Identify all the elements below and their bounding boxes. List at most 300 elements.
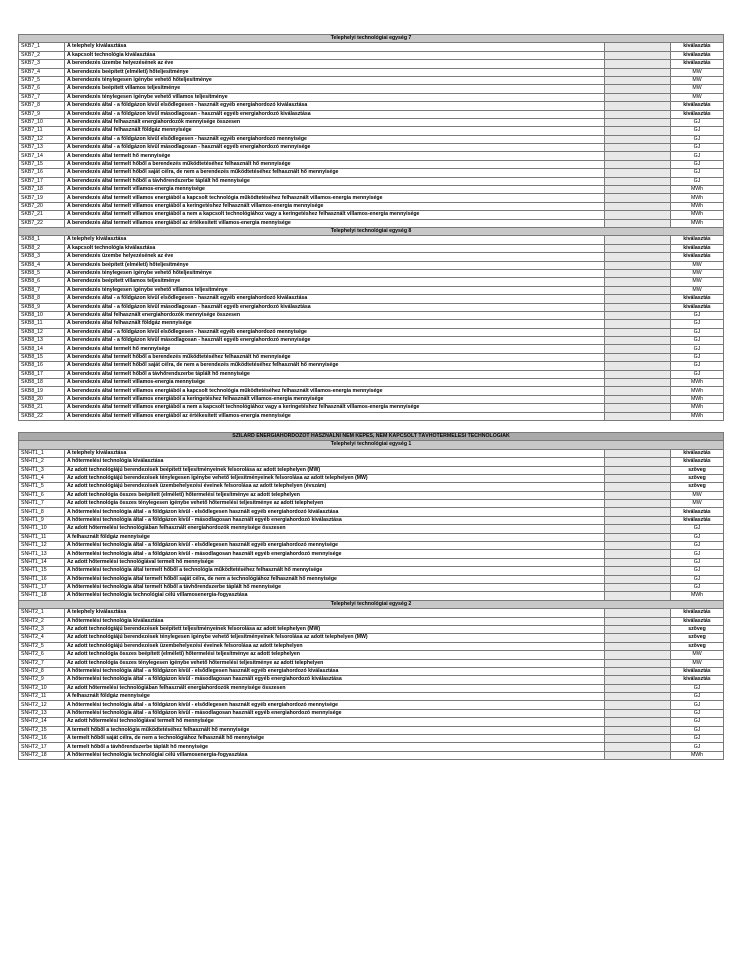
row-code-cell[interactable]: SNHT1_13	[19, 550, 65, 558]
empty-value-cell[interactable]	[605, 211, 671, 219]
row-description-cell[interactable]: A berendezés által - a földgázon kívül elsődlegesen - használt egyéb energiahordozó mennyisége	[65, 328, 605, 336]
empty-value-cell[interactable]	[605, 567, 671, 575]
row-code-cell[interactable]: SNHT1_12	[19, 542, 65, 550]
row-unit-cell[interactable]: GJ	[671, 177, 724, 185]
row-unit-cell[interactable]: kiválasztás	[671, 110, 724, 118]
row-code-cell[interactable]: SKB7_19	[19, 194, 65, 202]
row-unit-cell[interactable]: MW	[671, 76, 724, 84]
row-unit-cell[interactable]: GJ	[671, 709, 724, 717]
row-description-cell[interactable]: A berendezés ténylegesen igénybe vehető villamos teljesítménye	[65, 93, 605, 101]
row-description-cell[interactable]: A berendezés által termelt villamos energiából a nem a kapcsolt technológiához vagy a keringetéshez felhasznált villamos-energia mennyisége	[65, 404, 605, 412]
row-code-cell[interactable]: SNHT1_10	[19, 525, 65, 533]
row-unit-cell[interactable]: kiválasztás	[671, 516, 724, 524]
row-code-cell[interactable]: SKB8_17	[19, 370, 65, 378]
row-unit-cell[interactable]: GJ	[671, 735, 724, 743]
row-unit-cell[interactable]: GJ	[671, 169, 724, 177]
row-unit-cell[interactable]: GJ	[671, 726, 724, 734]
row-description-cell[interactable]: A hőtermelési technológia által termelt hőből a technológia működtetéséhez felhasznált hő mennyisége	[65, 567, 605, 575]
row-code-cell[interactable]: SKB8_10	[19, 311, 65, 319]
empty-value-cell[interactable]	[605, 542, 671, 550]
empty-value-cell[interactable]	[605, 379, 671, 387]
row-code-cell[interactable]: SNHT2_7	[19, 659, 65, 667]
row-unit-cell[interactable]: MW	[671, 85, 724, 93]
row-description-cell[interactable]: Az adott technológia összes ténylegesen igénybe vehető hőtermelési teljesítménye az adott telephelyen	[65, 500, 605, 508]
row-code-cell[interactable]: SNHT1_18	[19, 592, 65, 600]
row-description-cell[interactable]: A berendezés által termelt hőből a távhőrendszerbe táplált hő mennyisége	[65, 370, 605, 378]
row-code-cell[interactable]: SKB7_8	[19, 102, 65, 110]
row-code-cell[interactable]: SNHT1_8	[19, 508, 65, 516]
row-description-cell[interactable]: A hőtermelési technológia által termelt hőből a távhőrendszerbe táplált hő mennyisége	[65, 584, 605, 592]
row-unit-cell[interactable]: szöveg	[671, 634, 724, 642]
empty-value-cell[interactable]	[605, 404, 671, 412]
row-unit-cell[interactable]: GJ	[671, 362, 724, 370]
row-description-cell[interactable]: A berendezés által termelt villamos energiából az értékesített villamos-energia mennyisége	[65, 219, 605, 227]
empty-value-cell[interactable]	[605, 642, 671, 650]
empty-value-cell[interactable]	[605, 186, 671, 194]
row-description-cell[interactable]: A berendezés által - a földgázon kívül másodlagosan - használt egyéb energiahordozó kiválasztása	[65, 110, 605, 118]
row-code-cell[interactable]: SKB8_13	[19, 337, 65, 345]
row-unit-cell[interactable]: GJ	[671, 311, 724, 319]
empty-value-cell[interactable]	[605, 177, 671, 185]
empty-value-cell[interactable]	[605, 118, 671, 126]
empty-value-cell[interactable]	[605, 617, 671, 625]
row-code-cell[interactable]: SNHT1_11	[19, 533, 65, 541]
row-description-cell[interactable]: A hőtermelési technológia által - a földgázon kívül - elsődlegesen használt egyéb energiahordozó mennyisége	[65, 701, 605, 709]
row-unit-cell[interactable]: MWh	[671, 592, 724, 600]
row-unit-cell[interactable]: GJ	[671, 701, 724, 709]
empty-value-cell[interactable]	[605, 387, 671, 395]
empty-value-cell[interactable]	[605, 236, 671, 244]
row-code-cell[interactable]: SNHT1_14	[19, 558, 65, 566]
row-unit-cell[interactable]: kiválasztás	[671, 60, 724, 68]
row-description-cell[interactable]: A felhasznált földgáz mennyisége	[65, 693, 605, 701]
row-unit-cell[interactable]: kiválasztás	[671, 676, 724, 684]
row-unit-cell[interactable]: GJ	[671, 718, 724, 726]
row-description-cell[interactable]: A berendezés által - a földgázon kívül elsődlegesen - használt egyéb energiahordozó mennyisége	[65, 135, 605, 143]
empty-value-cell[interactable]	[605, 320, 671, 328]
empty-value-cell[interactable]	[605, 491, 671, 499]
row-description-cell[interactable]: A berendezés által termelt villamos energiából az értékesített villamos-energia mennyisége	[65, 412, 605, 420]
row-code-cell[interactable]: SKB7_2	[19, 51, 65, 59]
row-code-cell[interactable]: SKB8_16	[19, 362, 65, 370]
empty-value-cell[interactable]	[605, 412, 671, 420]
row-description-cell[interactable]: A berendezés által felhasznált energiahordozók mennyisége összesen	[65, 118, 605, 126]
empty-value-cell[interactable]	[605, 659, 671, 667]
empty-value-cell[interactable]	[605, 60, 671, 68]
row-unit-cell[interactable]: GJ	[671, 337, 724, 345]
empty-value-cell[interactable]	[605, 135, 671, 143]
row-unit-cell[interactable]: GJ	[671, 542, 724, 550]
row-code-cell[interactable]: SKB7_16	[19, 169, 65, 177]
row-description-cell[interactable]: A berendezés által - a földgázon kívül elsődlegesen - használt egyéb energiahordozó kiválasztása	[65, 102, 605, 110]
empty-value-cell[interactable]	[605, 85, 671, 93]
row-code-cell[interactable]: SNHT1_3	[19, 466, 65, 474]
empty-value-cell[interactable]	[605, 194, 671, 202]
empty-value-cell[interactable]	[605, 261, 671, 269]
empty-value-cell[interactable]	[605, 751, 671, 759]
row-description-cell[interactable]: Az adott hőtermelési technológiával termelt hő mennyisége	[65, 718, 605, 726]
row-unit-cell[interactable]: kiválasztás	[671, 609, 724, 617]
row-code-cell[interactable]: SKB8_9	[19, 303, 65, 311]
empty-value-cell[interactable]	[605, 709, 671, 717]
empty-value-cell[interactable]	[605, 508, 671, 516]
row-code-cell[interactable]: SKB7_18	[19, 186, 65, 194]
row-description-cell[interactable]: A telephely kiválasztása	[65, 449, 605, 457]
row-code-cell[interactable]: SKB8_20	[19, 395, 65, 403]
row-unit-cell[interactable]: GJ	[671, 152, 724, 160]
row-unit-cell[interactable]: MW	[671, 659, 724, 667]
empty-value-cell[interactable]	[605, 76, 671, 84]
row-description-cell[interactable]: A hőtermelési technológia technológiai célú villamosenergia-fogyasztása	[65, 592, 605, 600]
row-unit-cell[interactable]: GJ	[671, 693, 724, 701]
empty-value-cell[interactable]	[605, 592, 671, 600]
row-description-cell[interactable]: A kapcsolt technológia kiválasztása	[65, 244, 605, 252]
empty-value-cell[interactable]	[605, 311, 671, 319]
row-code-cell[interactable]: SNHT2_8	[19, 667, 65, 675]
row-description-cell[interactable]: Az adott technológia összes ténylegesen igénybe vehető hőtermelési teljesítménye az adott telephelyen	[65, 659, 605, 667]
row-description-cell[interactable]: A termelt hőből a távhőrendszerbe táplált hő mennyisége	[65, 743, 605, 751]
row-description-cell[interactable]: A berendezés beépített villamos teljesítménye	[65, 278, 605, 286]
empty-value-cell[interactable]	[605, 726, 671, 734]
empty-value-cell[interactable]	[605, 458, 671, 466]
row-description-cell[interactable]: A berendezés által termelt hőből a berendezés működtetéséhez felhasznált hő mennyisége	[65, 160, 605, 168]
row-unit-cell[interactable]: MWh	[671, 202, 724, 210]
empty-value-cell[interactable]	[605, 525, 671, 533]
empty-value-cell[interactable]	[605, 353, 671, 361]
empty-value-cell[interactable]	[605, 110, 671, 118]
empty-value-cell[interactable]	[605, 500, 671, 508]
empty-value-cell[interactable]	[605, 219, 671, 227]
row-code-cell[interactable]: SKB7_4	[19, 68, 65, 76]
row-code-cell[interactable]: SKB7_11	[19, 127, 65, 135]
row-description-cell[interactable]: Az adott technológia összes beépített (elméleti) hőtermelési teljesítménye az adott telephelyen	[65, 651, 605, 659]
row-code-cell[interactable]: SNHT2_17	[19, 743, 65, 751]
row-code-cell[interactable]: SNHT2_13	[19, 709, 65, 717]
row-code-cell[interactable]: SNHT1_9	[19, 516, 65, 524]
row-unit-cell[interactable]: GJ	[671, 345, 724, 353]
empty-value-cell[interactable]	[605, 483, 671, 491]
row-unit-cell[interactable]: GJ	[671, 135, 724, 143]
row-unit-cell[interactable]: kiválasztás	[671, 43, 724, 51]
empty-value-cell[interactable]	[605, 244, 671, 252]
row-code-cell[interactable]: SKB8_22	[19, 412, 65, 420]
row-code-cell[interactable]: SNHT2_2	[19, 617, 65, 625]
row-code-cell[interactable]: SNHT1_1	[19, 449, 65, 457]
row-unit-cell[interactable]: MWh	[671, 186, 724, 194]
row-unit-cell[interactable]: GJ	[671, 370, 724, 378]
empty-value-cell[interactable]	[605, 160, 671, 168]
row-code-cell[interactable]: SKB8_4	[19, 261, 65, 269]
row-description-cell[interactable]: A berendezés által termelt villamos energiából a keringetéshez felhasznált villamos-energia mennyisége	[65, 395, 605, 403]
row-unit-cell[interactable]: MWh	[671, 379, 724, 387]
empty-value-cell[interactable]	[605, 575, 671, 583]
row-description-cell[interactable]: Az adott hőtermelési technológiával termelt hő mennyisége	[65, 558, 605, 566]
row-description-cell[interactable]: Az adott technológia összes beépített (elméleti) hőtermelési teljesítménye az adott telephelyen	[65, 491, 605, 499]
row-unit-cell[interactable]: kiválasztás	[671, 508, 724, 516]
row-unit-cell[interactable]: GJ	[671, 118, 724, 126]
row-unit-cell[interactable]: MW	[671, 286, 724, 294]
row-unit-cell[interactable]: GJ	[671, 567, 724, 575]
row-unit-cell[interactable]: MWh	[671, 751, 724, 759]
empty-value-cell[interactable]	[605, 286, 671, 294]
row-description-cell[interactable]: A berendezés által termelt villamos energiából a kapcsolt technológia működtetéséhez felhasznált villamos-energia mennyisége	[65, 194, 605, 202]
row-description-cell[interactable]: A berendezés által termelt hőből saját célra, de nem a berendezés működtetéséhez felhasznált hő mennyisége	[65, 362, 605, 370]
row-description-cell[interactable]: A hőtermelési technológia által - a földgázon kívül - elsődlegesen használt egyéb energiahordozó mennyisége	[65, 542, 605, 550]
row-unit-cell[interactable]: GJ	[671, 684, 724, 692]
row-unit-cell[interactable]: szöveg	[671, 483, 724, 491]
empty-value-cell[interactable]	[605, 278, 671, 286]
row-code-cell[interactable]: SKB7_15	[19, 160, 65, 168]
row-code-cell[interactable]: SKB7_14	[19, 152, 65, 160]
row-code-cell[interactable]: SKB8_2	[19, 244, 65, 252]
row-unit-cell[interactable]: GJ	[671, 550, 724, 558]
empty-value-cell[interactable]	[605, 202, 671, 210]
row-description-cell[interactable]: A berendezés által felhasznált energiahordozók mennyisége összesen	[65, 311, 605, 319]
empty-value-cell[interactable]	[605, 634, 671, 642]
row-unit-cell[interactable]: MW	[671, 278, 724, 286]
row-description-cell[interactable]: A berendezés által - a földgázon kívül másodlagosan - használt egyéb energiahordozó mennyisége	[65, 337, 605, 345]
row-description-cell[interactable]: A telephely kiválasztása	[65, 236, 605, 244]
row-code-cell[interactable]: SNHT2_1	[19, 609, 65, 617]
unit-title[interactable]: Telephelyi technológiai egység 8	[19, 227, 724, 235]
empty-value-cell[interactable]	[605, 144, 671, 152]
row-description-cell[interactable]: A berendezés által termelt villamos energiából a kapcsolt technológia működtetéséhez felhasznált villamos-energia mennyisége	[65, 387, 605, 395]
row-code-cell[interactable]: SKB8_14	[19, 345, 65, 353]
row-unit-cell[interactable]: GJ	[671, 328, 724, 336]
row-code-cell[interactable]: SNHT1_5	[19, 483, 65, 491]
empty-value-cell[interactable]	[605, 558, 671, 566]
row-description-cell[interactable]: A berendezés által termelt villamos energiából a keringetéshez felhasznált villamos-energia mennyisége	[65, 202, 605, 210]
row-unit-cell[interactable]: kiválasztás	[671, 51, 724, 59]
row-code-cell[interactable]: SNHT2_11	[19, 693, 65, 701]
empty-value-cell[interactable]	[605, 51, 671, 59]
empty-value-cell[interactable]	[605, 466, 671, 474]
row-unit-cell[interactable]: kiválasztás	[671, 236, 724, 244]
empty-value-cell[interactable]	[605, 651, 671, 659]
empty-value-cell[interactable]	[605, 684, 671, 692]
row-code-cell[interactable]: SKB7_21	[19, 211, 65, 219]
row-unit-cell[interactable]: GJ	[671, 127, 724, 135]
row-unit-cell[interactable]: kiválasztás	[671, 617, 724, 625]
unit-title[interactable]: Telephelyi technológiai egység 1	[19, 441, 724, 449]
row-description-cell[interactable]: A felhasznált földgáz mennyisége	[65, 533, 605, 541]
row-description-cell[interactable]: A berendezés által termelt villamos-energia mennyisége	[65, 379, 605, 387]
row-code-cell[interactable]: SNHT2_14	[19, 718, 65, 726]
row-description-cell[interactable]: A berendezés beépített villamos teljesítménye	[65, 85, 605, 93]
row-code-cell[interactable]: SKB8_3	[19, 253, 65, 261]
row-code-cell[interactable]: SKB7_7	[19, 93, 65, 101]
row-description-cell[interactable]: A berendezés által - a földgázon kívül elsődlegesen - használt egyéb energiahordozó kiválasztása	[65, 295, 605, 303]
row-description-cell[interactable]: A termelt hőből a technológia működtetéséhez felhasznált hő mennyisége	[65, 726, 605, 734]
row-code-cell[interactable]: SKB7_3	[19, 60, 65, 68]
row-description-cell[interactable]: A hőtermelési technológia által - a földgázon kívül - másodlagosan használt egyéb energiahordozó kiválasztása	[65, 676, 605, 684]
empty-value-cell[interactable]	[605, 269, 671, 277]
row-unit-cell[interactable]: GJ	[671, 575, 724, 583]
row-description-cell[interactable]: A berendezés beépített (elméleti) hőteljesítménye	[65, 68, 605, 76]
row-description-cell[interactable]: A hőtermelési technológia kiválasztása	[65, 458, 605, 466]
row-description-cell[interactable]: A berendezés által termelt hő mennyisége	[65, 345, 605, 353]
row-description-cell[interactable]: A hőtermelési technológia technológiai célú villamosenergia-fogyasztása	[65, 751, 605, 759]
row-description-cell[interactable]: A berendezés üzembe helyezésének az éve	[65, 60, 605, 68]
row-code-cell[interactable]: SKB7_20	[19, 202, 65, 210]
empty-value-cell[interactable]	[605, 345, 671, 353]
row-unit-cell[interactable]: kiválasztás	[671, 449, 724, 457]
row-code-cell[interactable]: SKB8_8	[19, 295, 65, 303]
row-code-cell[interactable]: SKB7_13	[19, 144, 65, 152]
row-description-cell[interactable]: A hőtermelési technológia által termelt hőből saját célra, de nem a technológiához felhasznált hő mennyisége	[65, 575, 605, 583]
empty-value-cell[interactable]	[605, 701, 671, 709]
row-unit-cell[interactable]: MWh	[671, 219, 724, 227]
row-code-cell[interactable]: SNHT2_18	[19, 751, 65, 759]
row-code-cell[interactable]: SKB8_19	[19, 387, 65, 395]
row-unit-cell[interactable]: GJ	[671, 743, 724, 751]
row-unit-cell[interactable]: MW	[671, 651, 724, 659]
empty-value-cell[interactable]	[605, 303, 671, 311]
row-unit-cell[interactable]: GJ	[671, 160, 724, 168]
empty-value-cell[interactable]	[605, 584, 671, 592]
row-code-cell[interactable]: SKB8_7	[19, 286, 65, 294]
row-description-cell[interactable]: A berendezés által termelt villamos energiából a nem a kapcsolt technológiához vagy a keringetéshez felhasznált villamos-energia mennyisége	[65, 211, 605, 219]
row-code-cell[interactable]: SKB8_15	[19, 353, 65, 361]
row-description-cell[interactable]: A hőtermelési technológia által - a földgázon kívül - másodlagosan használt egyéb energiahordozó mennyisége	[65, 550, 605, 558]
empty-value-cell[interactable]	[605, 533, 671, 541]
row-description-cell[interactable]: Az adott technológiájú berendezések beépített teljesítményeinek felsorolása az adott telephelyen (MW)	[65, 625, 605, 633]
row-code-cell[interactable]: SKB7_22	[19, 219, 65, 227]
row-code-cell[interactable]: SNHT1_7	[19, 500, 65, 508]
row-description-cell[interactable]: A berendezés üzembe helyezésének az éve	[65, 253, 605, 261]
row-description-cell[interactable]: A berendezés által - a földgázon kívül másodlagosan - használt egyéb energiahordozó mennyisége	[65, 144, 605, 152]
empty-value-cell[interactable]	[605, 169, 671, 177]
row-description-cell[interactable]: A berendezés ténylegesen igénybe vehető villamos teljesítménye	[65, 286, 605, 294]
empty-value-cell[interactable]	[605, 474, 671, 482]
row-unit-cell[interactable]: MW	[671, 269, 724, 277]
row-unit-cell[interactable]: kiválasztás	[671, 303, 724, 311]
row-code-cell[interactable]: SKB8_1	[19, 236, 65, 244]
empty-value-cell[interactable]	[605, 295, 671, 303]
row-code-cell[interactable]: SNHT2_5	[19, 642, 65, 650]
empty-value-cell[interactable]	[605, 609, 671, 617]
row-description-cell[interactable]: A hőtermelési technológia kiválasztása	[65, 617, 605, 625]
row-unit-cell[interactable]: MW	[671, 68, 724, 76]
row-description-cell[interactable]: A berendezés által termelt hőből a távhőrendszerbe táplált hő mennyisége	[65, 177, 605, 185]
empty-value-cell[interactable]	[605, 676, 671, 684]
row-code-cell[interactable]: SNHT2_9	[19, 676, 65, 684]
empty-value-cell[interactable]	[605, 743, 671, 751]
row-code-cell[interactable]: SKB8_11	[19, 320, 65, 328]
empty-value-cell[interactable]	[605, 43, 671, 51]
row-description-cell[interactable]: A berendezés által felhasznált földgáz mennyisége	[65, 127, 605, 135]
row-unit-cell[interactable]: GJ	[671, 525, 724, 533]
row-code-cell[interactable]: SKB7_5	[19, 76, 65, 84]
row-description-cell[interactable]: A berendezés beépített (elméleti) hőteljesítménye	[65, 261, 605, 269]
empty-value-cell[interactable]	[605, 667, 671, 675]
row-code-cell[interactable]: SKB7_1	[19, 43, 65, 51]
empty-value-cell[interactable]	[605, 127, 671, 135]
row-unit-cell[interactable]: MWh	[671, 211, 724, 219]
row-unit-cell[interactable]: kiválasztás	[671, 102, 724, 110]
row-unit-cell[interactable]: kiválasztás	[671, 244, 724, 252]
row-unit-cell[interactable]: MWh	[671, 387, 724, 395]
row-unit-cell[interactable]: MWh	[671, 395, 724, 403]
row-unit-cell[interactable]: MWh	[671, 412, 724, 420]
row-unit-cell[interactable]: MWh	[671, 404, 724, 412]
row-unit-cell[interactable]: szöveg	[671, 466, 724, 474]
row-code-cell[interactable]: SNHT2_16	[19, 735, 65, 743]
row-unit-cell[interactable]: GJ	[671, 584, 724, 592]
row-unit-cell[interactable]: GJ	[671, 533, 724, 541]
row-code-cell[interactable]: SNHT2_10	[19, 684, 65, 692]
row-code-cell[interactable]: SNHT1_17	[19, 584, 65, 592]
row-unit-cell[interactable]: MW	[671, 93, 724, 101]
section-title[interactable]: SZILÁRD ENERGIAHORDOZÓT HASZNÁLNI NEM KÉPES, NEM KAPCSOLT TÁVHŐTERMELÉSI TECHNOLÓGIÁK	[19, 432, 724, 440]
row-description-cell[interactable]: A berendezés által - a földgázon kívül másodlagosan - használt egyéb energiahordozó kiválasztása	[65, 303, 605, 311]
row-description-cell[interactable]: Az adott technológiájú berendezések üzembehelyezési éveinek felsorolása az adott telephelyen	[65, 642, 605, 650]
row-description-cell[interactable]: A hőtermelési technológia által - a földgázon kívül - elsődlegesen használt egyéb energiahordozó kiválasztása	[65, 667, 605, 675]
row-unit-cell[interactable]: GJ	[671, 144, 724, 152]
row-code-cell[interactable]: SKB8_5	[19, 269, 65, 277]
empty-value-cell[interactable]	[605, 102, 671, 110]
row-code-cell[interactable]: SNHT2_15	[19, 726, 65, 734]
row-description-cell[interactable]: A berendezés által termelt hőből a berendezés működtetéséhez felhasznált hő mennyisége	[65, 353, 605, 361]
unit-title[interactable]: Telephelyi technológiai egység 7	[19, 35, 724, 43]
row-unit-cell[interactable]: GJ	[671, 320, 724, 328]
row-description-cell[interactable]: Az adott technológiájú berendezések ténylegesen igénybe vehető teljesítményeinek felsorolása az adott telephelyen (MW)	[65, 634, 605, 642]
empty-value-cell[interactable]	[605, 362, 671, 370]
row-unit-cell[interactable]: szöveg	[671, 642, 724, 650]
row-unit-cell[interactable]: szöveg	[671, 625, 724, 633]
row-code-cell[interactable]: SKB7_17	[19, 177, 65, 185]
row-description-cell[interactable]: A berendezés által termelt hő mennyisége	[65, 152, 605, 160]
row-unit-cell[interactable]: MW	[671, 500, 724, 508]
empty-value-cell[interactable]	[605, 253, 671, 261]
row-unit-cell[interactable]: MW	[671, 261, 724, 269]
row-description-cell[interactable]: A berendezés által termelt villamos-energia mennyisége	[65, 186, 605, 194]
row-code-cell[interactable]: SKB7_9	[19, 110, 65, 118]
empty-value-cell[interactable]	[605, 693, 671, 701]
row-unit-cell[interactable]: kiválasztás	[671, 295, 724, 303]
empty-value-cell[interactable]	[605, 328, 671, 336]
row-description-cell[interactable]: A termelt hőből saját célra, de nem a technológiához felhasznált hő mennyisége	[65, 735, 605, 743]
row-unit-cell[interactable]: kiválasztás	[671, 458, 724, 466]
row-code-cell[interactable]: SKB8_18	[19, 379, 65, 387]
empty-value-cell[interactable]	[605, 68, 671, 76]
row-code-cell[interactable]: SNHT2_3	[19, 625, 65, 633]
row-code-cell[interactable]: SKB8_12	[19, 328, 65, 336]
row-unit-cell[interactable]: GJ	[671, 353, 724, 361]
row-description-cell[interactable]: A telephely kiválasztása	[65, 43, 605, 51]
row-code-cell[interactable]: SNHT2_4	[19, 634, 65, 642]
empty-value-cell[interactable]	[605, 152, 671, 160]
row-description-cell[interactable]: Az adott hőtermelési technológiában felhasznált energiahordozók mennyisége összesen	[65, 525, 605, 533]
row-description-cell[interactable]: A hőtermelési technológia által - a földgázon kívül - elsődlegesen használt egyéb energiahordozó kiválasztása	[65, 508, 605, 516]
row-description-cell[interactable]: A telephely kiválasztása	[65, 609, 605, 617]
empty-value-cell[interactable]	[605, 550, 671, 558]
row-description-cell[interactable]: A berendezés ténylegesen igénybe vehető hőteljesítménye	[65, 76, 605, 84]
row-code-cell[interactable]: SKB7_12	[19, 135, 65, 143]
row-code-cell[interactable]: SNHT1_6	[19, 491, 65, 499]
unit-title[interactable]: Telephelyi technológiai egység 2	[19, 600, 724, 608]
row-code-cell[interactable]: SNHT1_15	[19, 567, 65, 575]
row-description-cell[interactable]: Az adott technológiájú berendezések beépített teljesítményeinek felsorolása az adott telephelyen (MW)	[65, 466, 605, 474]
empty-value-cell[interactable]	[605, 370, 671, 378]
row-code-cell[interactable]: SNHT1_4	[19, 474, 65, 482]
row-code-cell[interactable]: SNHT1_2	[19, 458, 65, 466]
empty-value-cell[interactable]	[605, 337, 671, 345]
row-unit-cell[interactable]: szöveg	[671, 474, 724, 482]
empty-value-cell[interactable]	[605, 735, 671, 743]
row-description-cell[interactable]: A berendezés által termelt hőből saját célra, de nem a berendezés működtetéséhez felhasznált hő mennyisége	[65, 169, 605, 177]
row-code-cell[interactable]: SNHT2_6	[19, 651, 65, 659]
